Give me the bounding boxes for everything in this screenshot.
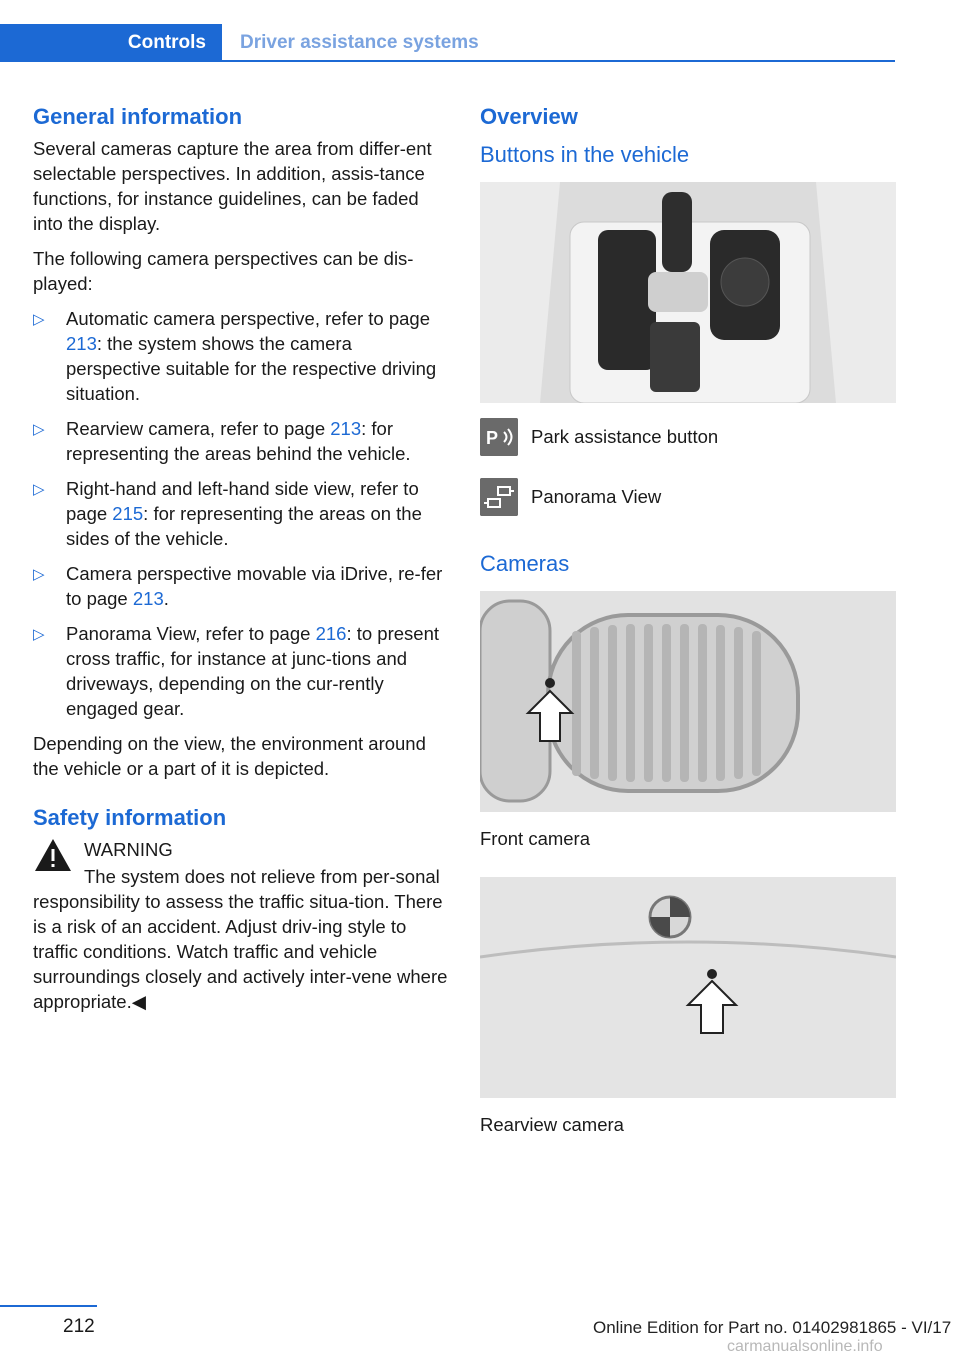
triangle-right-icon: ▷ [33, 566, 45, 583]
front-camera-caption: Front camera [480, 828, 591, 849]
page-link[interactable]: 213 [330, 418, 362, 439]
front-camera-image [480, 591, 896, 812]
page-link[interactable]: 215 [112, 503, 144, 524]
overview-heading: Overview [480, 104, 578, 129]
list-item: ▷ Automatic camera perspective, refer to page 213: the system shows the camera perspective suitable for the respective driving situation. [33, 308, 437, 404]
tab-controls-label: Controls [127, 32, 206, 53]
warning-block [33, 837, 451, 1014]
safety-information-heading: Safety information [33, 805, 227, 830]
left-column [33, 102, 451, 1014]
triangle-right-icon: ▷ [33, 421, 45, 438]
tab-controls [0, 24, 222, 62]
list-item: ▷ Rearview camera, refer to page 213: for representing the areas behind the vehicle. [33, 418, 411, 464]
cameras-heading: Cameras [480, 551, 570, 576]
environment-paragraph: Depending on the view, the environment around the vehicle or a part of it is depicted. [33, 733, 426, 779]
park-assist-icon [480, 418, 518, 456]
warning-label: WARNING [84, 839, 173, 860]
page-link[interactable]: 216 [315, 623, 347, 644]
list-item: ▷ Panorama View, refer to page 216: to present cross traffic, for instance at junc-tions and driveways, depending on the cur-rently engaged gear. [33, 623, 439, 719]
warning-text: The system does not relieve from per-sonal responsibility to assess the traffic situa-tion. There is a risk of an accident. Adjust driv-ing style to traffic conditions. Watch traffic and vehicle surroundings closely and actively inter-vene where appropriate.◀ [33, 866, 448, 1012]
edition-text: Online Edition for Part no. 01402981865 - VI/17 [593, 1318, 952, 1337]
footer-rule [0, 1305, 97, 1307]
buttons-heading: Buttons in the vehicle [480, 142, 690, 167]
watermark: carmanualsonline.info [727, 1338, 883, 1355]
page-link[interactable]: 213 [132, 588, 164, 609]
center-console-image [480, 182, 896, 403]
panorama-label: Panorama View [531, 486, 662, 507]
tab-driver-assistance-label: Driver assistance systems [240, 32, 479, 53]
tab-driver-assistance [240, 24, 479, 62]
park-assist-row [480, 411, 896, 463]
panorama-view-icon [480, 478, 518, 516]
perspectives-intro: The following camera perspectives can be dis-played: [33, 248, 414, 294]
triangle-right-icon: ▷ [33, 311, 45, 328]
rearview-camera-caption: Rearview camera [480, 1114, 624, 1135]
rearview-camera-image [480, 877, 896, 1098]
header-rule [0, 60, 895, 62]
svg-text:P: P [486, 428, 499, 448]
page-link[interactable]: 213 [66, 333, 97, 354]
right-column [480, 102, 896, 1163]
panorama-row [480, 471, 896, 523]
list-item: ▷ Right-hand and left-hand side view, refer to page 215: for representing the areas on the sides of the vehicle. [33, 478, 422, 549]
warning-triangle-icon [33, 837, 73, 873]
intro-paragraph: Several cameras capture the area from differ-ent selectable perspectives. In addition, assis-tance functions, for instance guidelines, can be faded into the display. [33, 138, 432, 234]
perspective-list [33, 306, 451, 721]
general-information-heading: General information [33, 104, 243, 129]
list-item: ▷ Camera perspective movable via iDrive, re-fer to page 213. [33, 563, 443, 609]
triangle-right-icon: ▷ [33, 626, 45, 643]
page-number: 212 [63, 1316, 95, 1337]
park-assist-label: Park assistance button [531, 426, 719, 447]
triangle-right-icon: ▷ [33, 481, 45, 498]
